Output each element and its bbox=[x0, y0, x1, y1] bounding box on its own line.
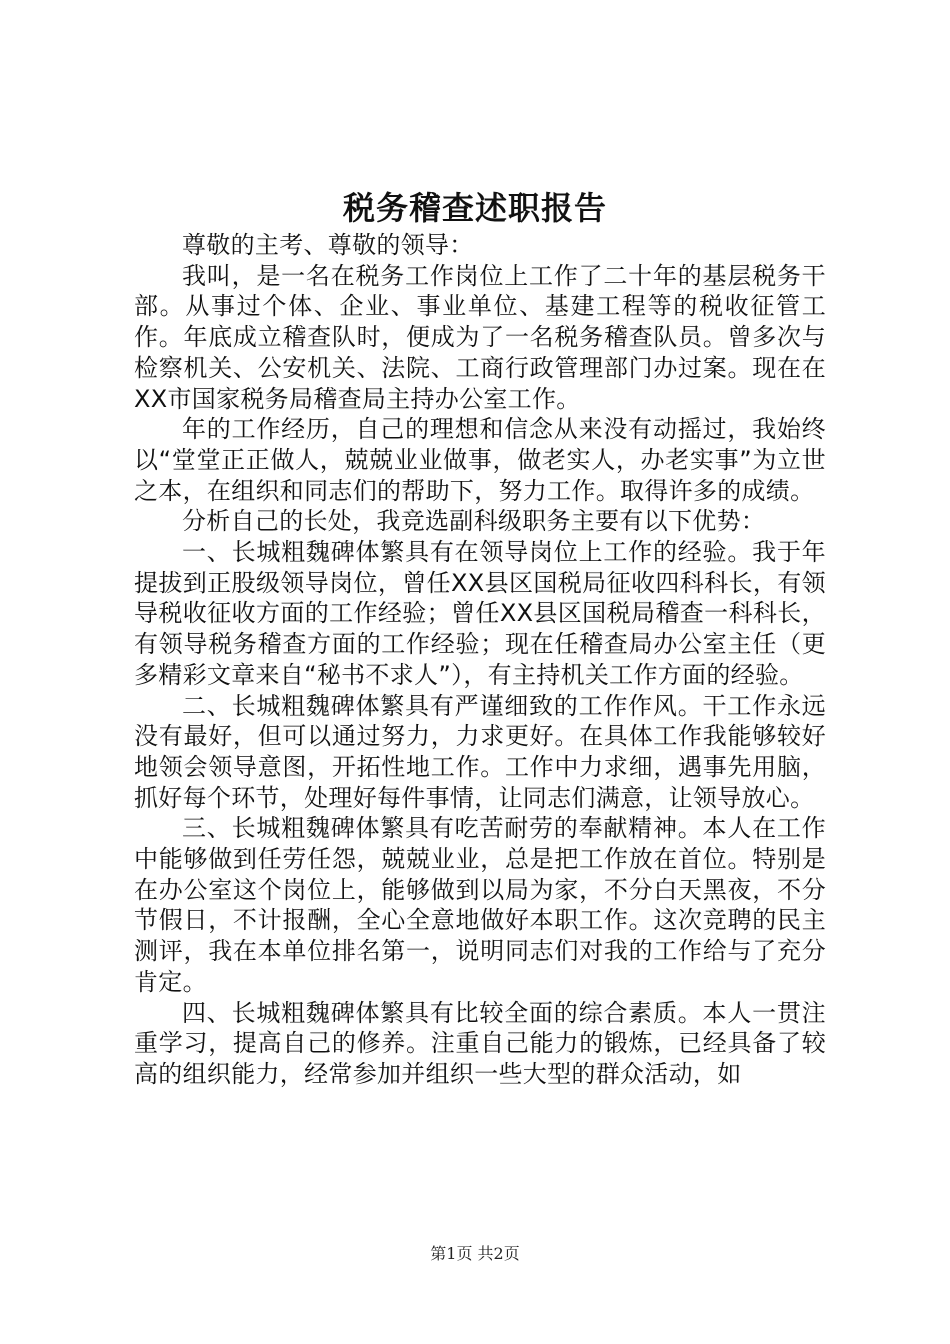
body-paragraph-strength-3: 三、长城粗魏碑体繁具有吃苦耐劳的奉献精神。本人在工作中能够做到任劳任怨，兢兢业业，总是把工作放在首位。特别是在办公室这个岗位上，能够做到以局为家，不分白天黑夜，不分节假日，不计报酬，全心全意地做好本职工作。这次竞聘的民主测评，我在本单位排名第一，说明同志们对我的工作给与了充分肯定。 bbox=[134, 814, 826, 996]
body-paragraph-intro: 我叫，是一名在税务工作岗位上工作了二十年的基层税务干部。从事过个体、企业、事业单位、基建工程等的税收征管工作。年底成立稽查队时，便成为了一名税务稽查队员。曾多次与检察机关、公安机关、法院、工商行政管理部门办过案。现在在XX市国家税务局稽查局主持办公室工作。 bbox=[134, 261, 826, 413]
body-paragraph-experience: 年的工作经历，自己的理想和信念从来没有动摇过，我始终以“堂堂正正做人，兢兢业业做事，做老实人，办老实事”为立世之本，在组织和同志们的帮助下，努力工作。取得许多的成绩。 bbox=[134, 415, 826, 505]
document-title: 税务稽查述职报告 bbox=[342, 189, 607, 227]
body-paragraph-strength-1: 一、长城粗魏碑体繁具有在领导岗位上工作的经验。我于年提拔到正股级领导岗位，曾任XX县区国税局征收四科科长，有领导税收征收方面的工作经验；曾任XX县区国税局稽查一科科长，有领导税务稽查方面的工作经验；现在任稽查局办公室主任（更多精彩文章来自“秘书不求人”），有主持机关工作方面的经验。 bbox=[134, 538, 826, 689]
salutation-paragraph: 尊敬的主考、尊敬的领导： bbox=[182, 231, 474, 259]
page-number-footer: 第1页 共2页 bbox=[430, 1244, 520, 1263]
body-paragraph-strengths-intro: 分析自己的长处，我竞选副科级职务主要有以下优势： bbox=[182, 507, 766, 536]
document-body bbox=[134, 230, 826, 1090]
body-paragraph-strength-4: 四、长城粗魏碑体繁具有比较全面的综合素质。本人一贯注重学习，提高自己的修养。注重自己能力的锻炼，已经具备了较高的组织能力，经常参加并组织一些大型的群众活动，如 bbox=[134, 998, 826, 1088]
body-paragraph-strength-2: 二、长城粗魏碑体繁具有严谨细致的工作作风。干工作永远没有最好，但可以通过努力，力求更好。在具体工作我能够较好地领会领导意图，开拓性地工作。工作中力求细，遇事先用脑，抓好每个环节，处理好每件事情，让同志们满意，让领导放心。 bbox=[134, 691, 826, 812]
